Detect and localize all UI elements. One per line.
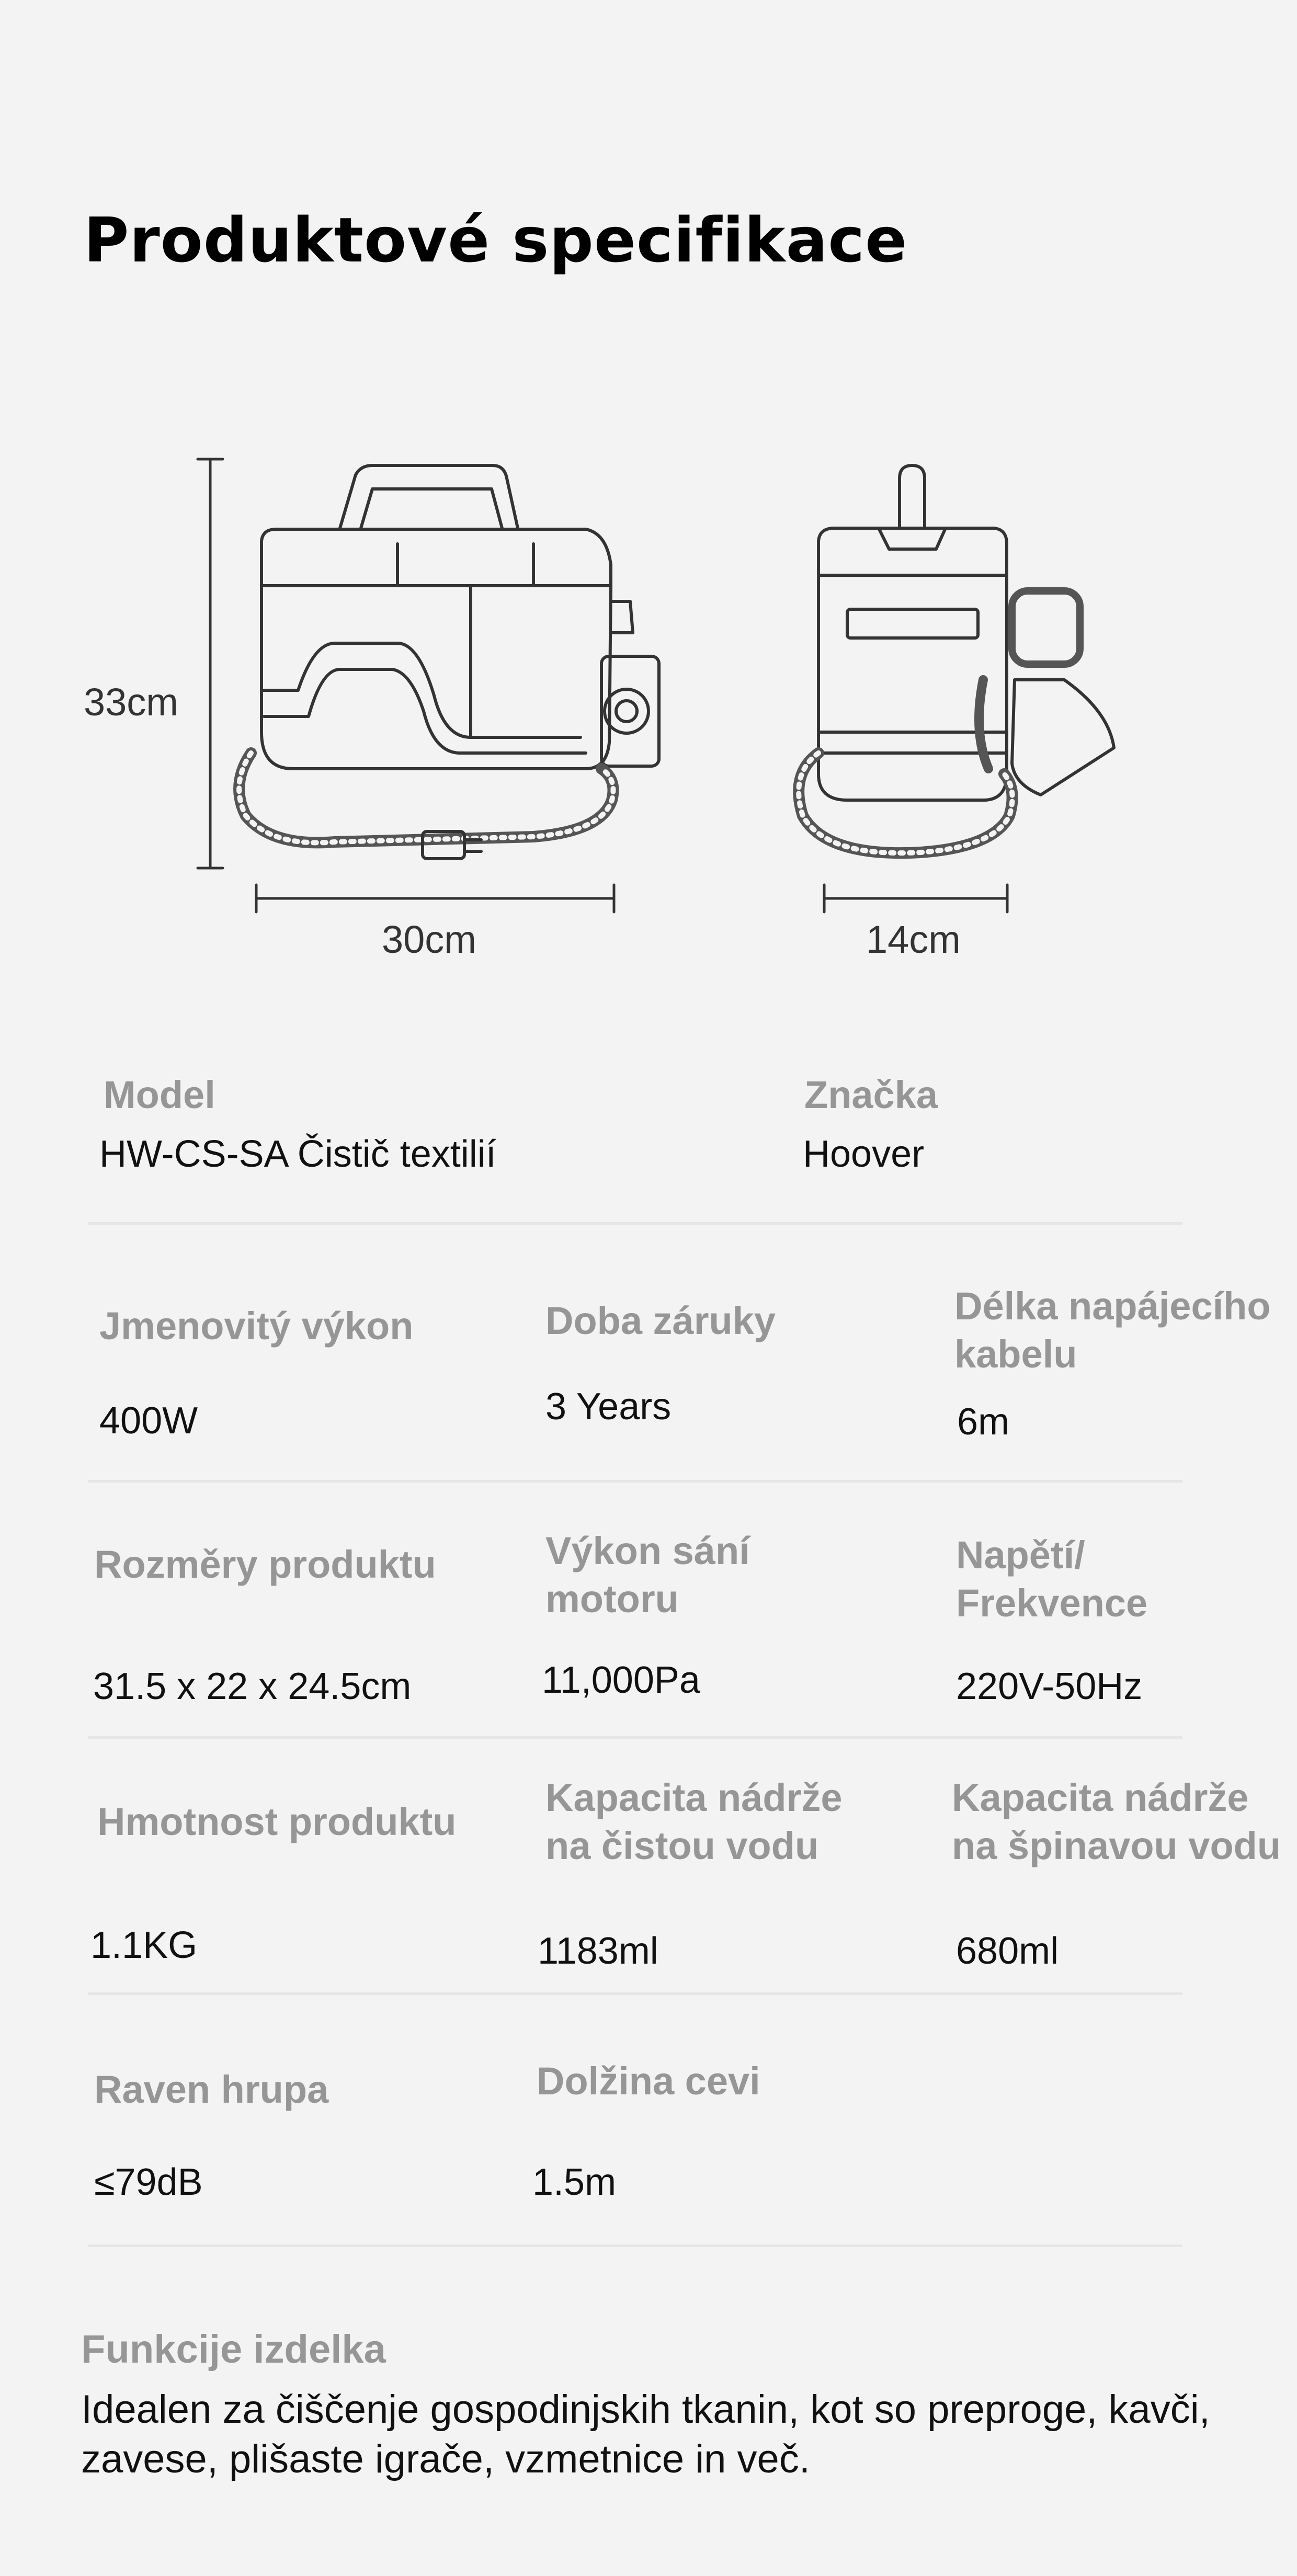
spec-value-noise: ≤79dB: [94, 2161, 203, 2203]
divider: [88, 2244, 1182, 2247]
depth-dimension-label: 14cm: [866, 918, 961, 961]
spec-label-warranty: Doba záruky: [545, 1299, 776, 1342]
spec-label-product-dimensions: Rozměry produktu: [94, 1543, 436, 1586]
product-illustration: [0, 429, 1297, 994]
spec-label-noise: Raven hrupa: [94, 2068, 329, 2111]
spec-label-brand: Značka: [804, 1073, 938, 1116]
spec-label-clean-tank: Kapacita nádrže na čistou vodu: [545, 1776, 843, 1867]
spec-value-dirty-tank: 680ml: [956, 1930, 1059, 1972]
spec-label-hose-length: Dolžina cevi: [537, 2059, 760, 2103]
spec-label-rated-power: Jmenovitý výkon: [99, 1304, 414, 1348]
spec-value-suction-power: 11,000Pa: [542, 1659, 700, 1701]
spec-label-model: Model: [104, 1073, 215, 1116]
features-label: Funkcije izdelka: [81, 2327, 386, 2372]
spec-label-cable-length: Délka napájecího kabelu: [954, 1284, 1271, 1376]
divider: [88, 1480, 1182, 1483]
spec-value-warranty: 3 Years: [545, 1386, 672, 1428]
spec-value-product-dimensions: 31.5 x 22 x 24.5cm: [93, 1666, 412, 1707]
spec-label-voltage: Napětí/ Frekvence: [956, 1533, 1148, 1625]
spec-value-hose-length: 1.5m: [532, 2161, 617, 2203]
divider: [88, 1222, 1182, 1225]
width-dimension-label: 30cm: [382, 918, 476, 961]
spec-value-model: HW-CS-SA Čistič textilií: [99, 1133, 496, 1175]
spec-value-brand: Hoover: [803, 1133, 925, 1175]
spec-value-clean-tank: 1183ml: [538, 1930, 658, 1972]
spec-value-rated-power: 400W: [99, 1400, 198, 1442]
divider: [88, 1736, 1182, 1739]
spec-label-suction-power: Výkon sání motoru: [545, 1529, 750, 1621]
page-title: Produktové specifikace: [84, 204, 908, 276]
divider: [88, 1992, 1182, 1995]
spec-value-weight: 1.1KG: [90, 1924, 198, 1966]
height-dimension-label: 33cm: [84, 680, 178, 724]
spec-value-cable-length: 6m: [957, 1401, 1010, 1443]
spec-label-dirty-tank: Kapacita nádrže na špinavou vodu: [952, 1776, 1281, 1867]
features-text: Idealen za čiščenje gospodinjskih tkanin, kot so preproge, kavči, zavese, plišaste igrače, vzmetnice in več.: [81, 2387, 1210, 2481]
spec-value-voltage: 220V-50Hz: [956, 1666, 1143, 1707]
spec-label-weight: Hmotnost produktu: [97, 1800, 457, 1843]
